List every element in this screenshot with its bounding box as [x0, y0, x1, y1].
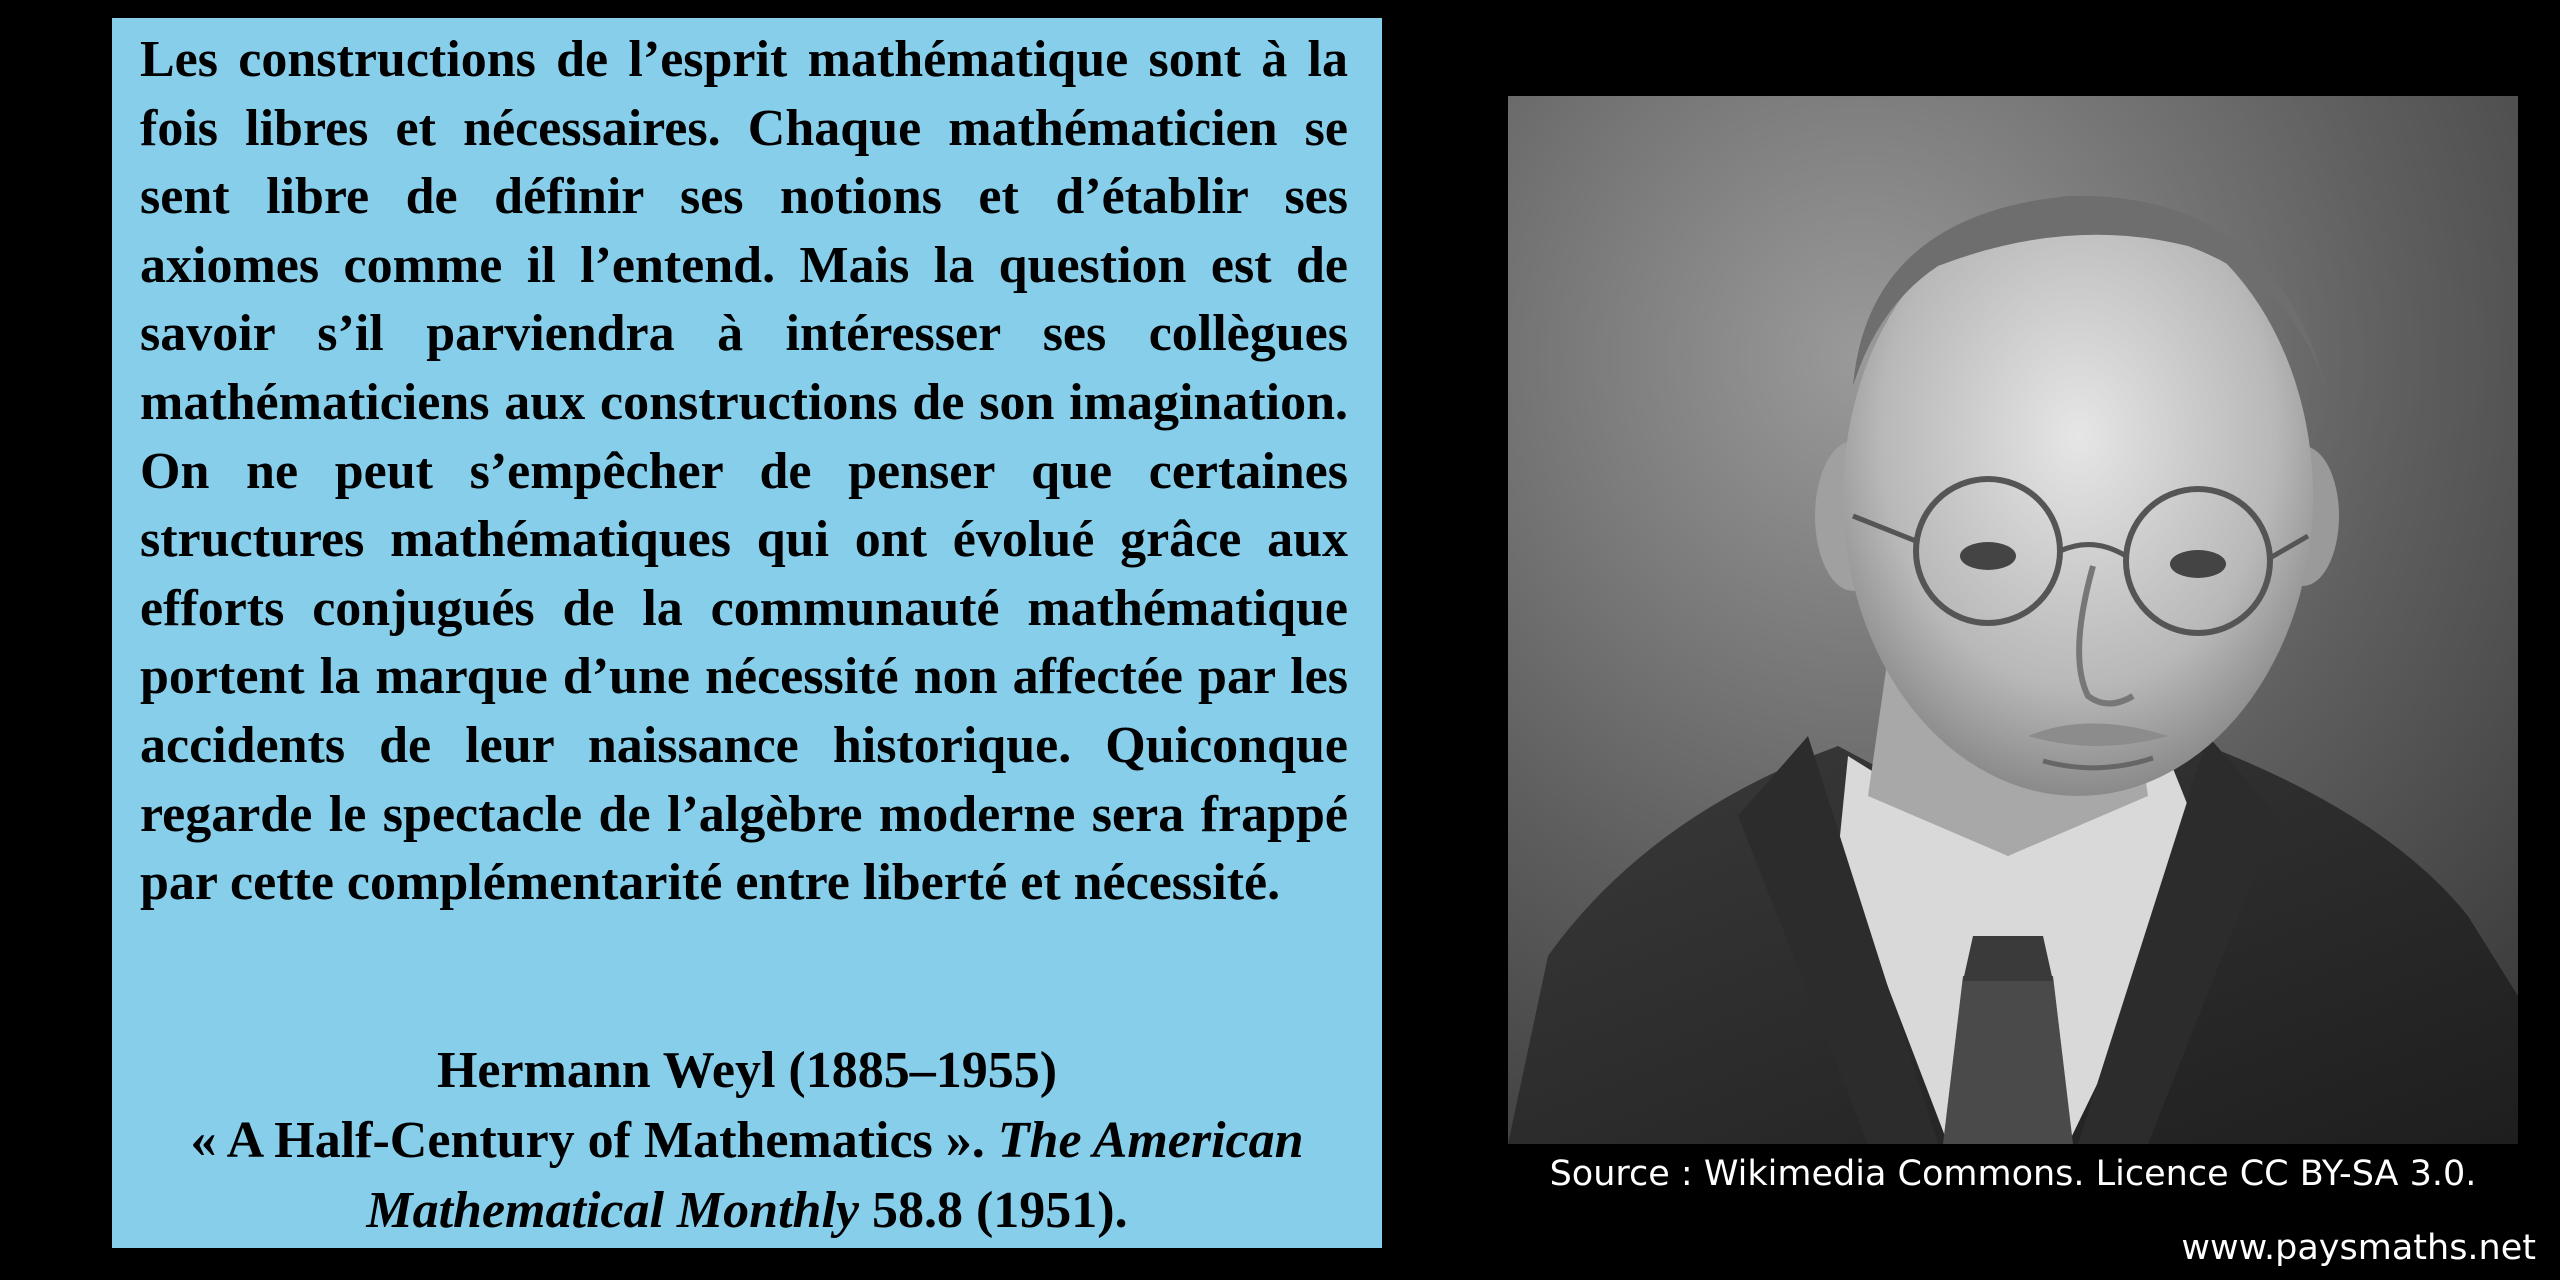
author-name: Hermann Weyl (1885–1955) [436, 1042, 1058, 1099]
citation-line-1 [112, 1106, 1382, 1176]
journal-name-part1: The American [997, 1112, 1304, 1169]
citation-line-2 [112, 1176, 1382, 1246]
website-link[interactable]: www.paysmaths.net [2181, 1228, 2536, 1268]
quote-text: Les constructions de l’esprit mathématique sont à la fois libres et nécessaires. Chaque mathématicien se sent libre de définir ses notions et d’établir ses axiomes comme il l’entend. Mais la question est de savoir s’il parviendra à intéresser ses collègues mathématiciens aux constructions de son imagination. On ne peut s’empêcher de penser que certaines structures mathématiques qui ont évolué grâce aux efforts conjugués de la communauté mathématique portent la marque d’une nécessité non affectée par les accidents de leur naissance historique. Quiconque regarde le spectacle de l’algèbre moderne sera frappé par cette complémentarité entre liberté et nécessité. [140, 31, 1348, 912]
portrait-illustration [1508, 96, 2518, 1144]
quote-box [112, 18, 1382, 1248]
journal-volume: 58.8 (1951). [871, 1182, 1128, 1239]
journal-name-part2: Mathematical Monthly [366, 1182, 859, 1239]
work-title: « A Half-Century of Mathematics ». [190, 1112, 985, 1169]
attribution [112, 1036, 1382, 1246]
photo-caption: Source : Wikimedia Commons. Licence CC BY-SA 3.0. [1549, 1154, 2477, 1194]
portrait-photo [1508, 96, 2518, 1144]
